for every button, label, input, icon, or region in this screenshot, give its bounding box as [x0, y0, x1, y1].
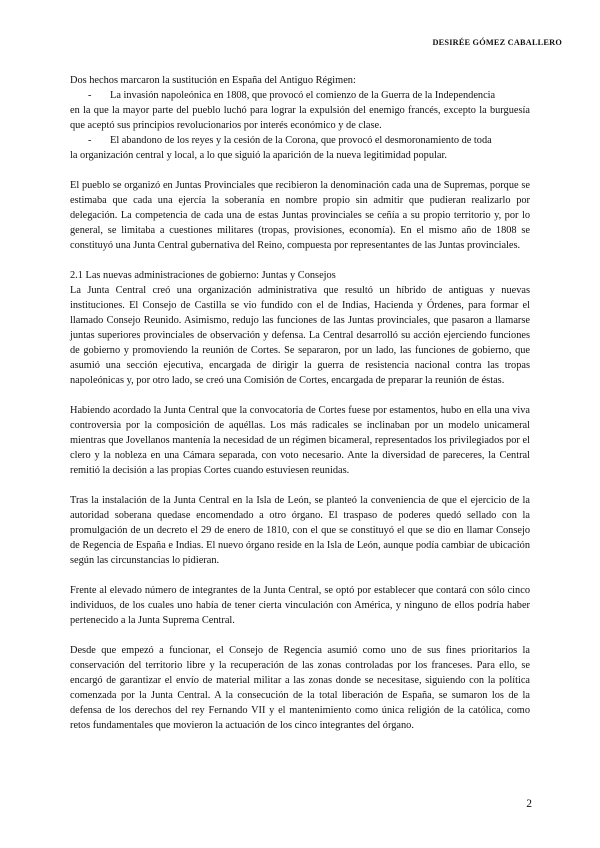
author-header: DESIRÉE GÓMEZ CABALLERO — [432, 38, 562, 47]
bullet-continuation: en la que la mayor parte del pueblo luchó para lograr la expulsión del enemigo francés, excepto la burguesía que aceptó sus principios revolucionarios por interés económico y de clase. — [70, 105, 530, 131]
list-item — [70, 88, 530, 103]
paragraph-funciones-regencia: Desde que empezó a funcionar, el Consejo de Regencia asumió como uno de sus fines prioritarios la conservación del territorio libre y la recuperación de las zonas controladas por los franceses. Para ello, se encargó de garantizar el envío de material militar a las zonas donde se necesitase, siguiendo con la política comenzada por la Junta Central. A la consecución de la total liberación de España, se sumaron los de la defensa de los derechos del rey Fernando VII y el mantenimiento como única religión de la católica, como retos fundamentales que movieron la actuación de los cinco integrantes del órgano. — [70, 645, 530, 731]
section-heading: 2.1 Las nuevas administraciones de gobierno: Juntas y Consejos — [70, 270, 336, 281]
paragraph-juntas-provinciales: El pueblo se organizó en Juntas Provinciales que recibieron la denominación cada una de Supremas, porque se estimaba que cada una ejercía la soberanía en nombre propio sin admitir que pudieran realizarlo por delegación. La competencia de cada una de estas Juntas provinciales se ceñía a su propio territorio y, por lo general, se limitaba a cuestiones militares (tropas, provisiones, economía). En el mismo año de 1808 se constituyó una Junta Central gubernativa del Reino, compuesta por representantes de las Juntas provinciales. — [70, 180, 530, 251]
paragraph-cortes: Habiendo acordado la Junta Central que la convocatoria de Cortes fuese por estamentos, hubo en ella una viva controversia por la composición de aquéllas. Los más radicales se inclinaban por un modelo unicameral mientras que Jovellanos mantenía la necesidad de un régimen bicameral, representados los privilegiados por el clero y la nobleza en una Cámara separada, con voto necesario. Ante la diversidad de pareceres, la Central remitió la decisión a las propias Cortes cuando estuviesen reunidas. — [70, 405, 530, 476]
bullet-first-line: El abandono de los reyes y la cesión de la Corona, que provocó el desmoronamiento de toda — [110, 135, 492, 146]
paragraph-integrantes: Frente al elevado número de integrantes de la Junta Central, se optó por establecer que contará con sólo cinco individuos, de los cuales uno había de tener cierta vinculación con América, y ninguno de ellos podría haber pertenecido a la Junta Suprema Central. — [70, 585, 530, 626]
bullet-continuation: la organización central y local, a lo que siguió la aparición de la nueva legitimidad popular. — [70, 150, 447, 161]
list-item — [70, 133, 530, 148]
document-body — [70, 73, 530, 733]
page-number: 2 — [526, 798, 532, 810]
paragraph-junta-central: La Junta Central creó una organización administrativa que resultó un híbrido de antiguas y nuevas instituciones. El Consejo de Castilla se vio fundido con el de Indias, Hacienda y Órdenes, para formar el llamado Consejo Reunido. Asimismo, redujo las funciones de las Juntas provinciales, que pasaron a llamarse juntas superiores provinciales de observación y defensa. La Central desarrolló su acción ejerciendo funciones de gobierno y promoviendo la reunión de Cortes. Se separaron, por un lado, las funciones de gobierno, que asumió una sección ejecutiva, encargada de dirigir la guerra de resistencia nacional contra las tropas napoleónicas y, por otro lado, se creó una Comisión de Cortes, encargada de preparar la reunión de éstas. — [70, 285, 530, 386]
bullet-first-line: La invasión napoleónica en 1808, que provocó el comienzo de la Guerra de la Independencia — [110, 90, 496, 101]
paragraph-consejo-regencia: Tras la instalación de la Junta Central en la Isla de León, se planteó la conveniencia de que el ejercicio de la autoridad soberana quedase encomendado a otro órgano. El traspaso de poderes quedó sellado con la promulgación de un decreto el 29 de enero de 1810, con el que se constituyó el que se dio en llamar Consejo de Regencia de España e Indias. El nuevo órgano reside en la Isla de León, aunque podía cambiar de ubicación según las circunstancias lo pidieran. — [70, 495, 530, 566]
bullet-dash: - — [88, 90, 92, 101]
intro-lead: Dos hechos marcaron la sustitución en España del Antiguo Régimen: — [70, 75, 356, 86]
bullet-dash: - — [88, 135, 92, 146]
